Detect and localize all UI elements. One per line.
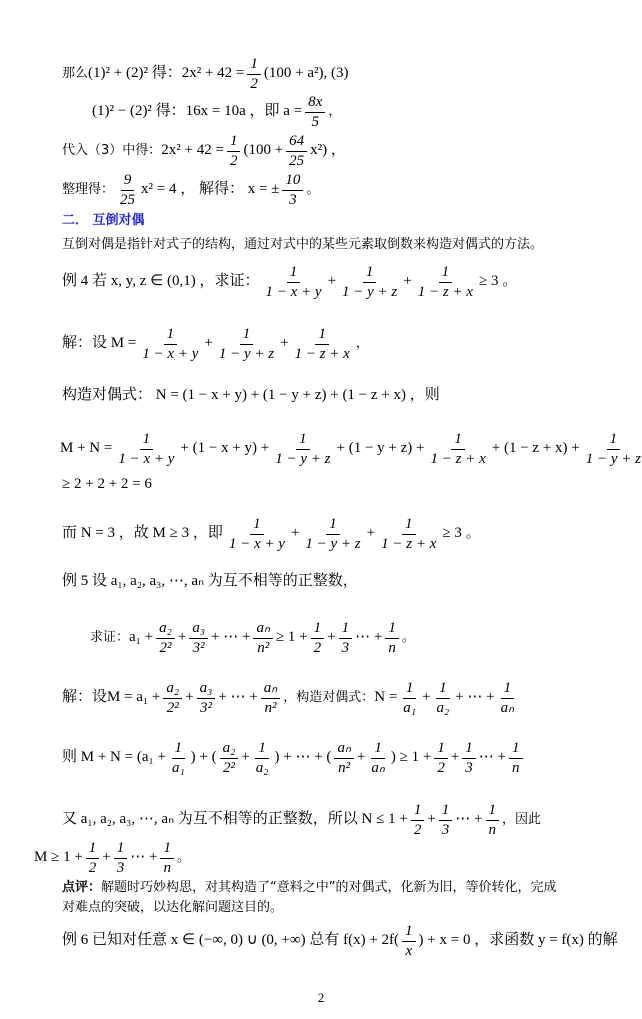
fraction-numerator: 1: [509, 740, 523, 759]
fraction: [226, 516, 288, 552]
fraction: [498, 680, 517, 716]
fraction-numerator: 1: [240, 326, 254, 345]
fraction: [139, 326, 201, 362]
fraction-denominator: 2: [250, 75, 258, 92]
fraction-numerator: 1: [296, 431, 310, 450]
fraction-denominator: n²: [257, 639, 270, 656]
fraction-denominator: n: [163, 859, 171, 876]
fraction-denominator: x: [405, 942, 413, 959]
math-expr: + (1 − x + y) +: [180, 440, 270, 457]
fraction-denominator: 1 − x + y: [118, 450, 175, 467]
heading-text: 二． 互倒对偶: [62, 213, 145, 228]
fraction-denominator: 2²: [159, 639, 172, 656]
fraction: [311, 620, 325, 656]
final-m: [34, 840, 190, 876]
fraction-denominator: n²: [264, 699, 277, 716]
fraction: [272, 431, 333, 467]
fraction: [115, 431, 177, 467]
math-expr: 解：设 M =: [62, 335, 137, 352]
fraction-numerator: 1: [172, 740, 186, 759]
text: ，: [355, 335, 369, 351]
plus-sign: +: [427, 811, 436, 828]
fraction-numerator: 1: [247, 56, 261, 75]
text: 整理得：: [62, 181, 115, 197]
fraction-denominator: a₁: [171, 759, 185, 776]
text: 。: [176, 849, 190, 865]
fraction-numerator: 1: [439, 264, 453, 283]
fraction-numerator: 1: [287, 264, 301, 283]
comment-line-1: [62, 881, 557, 896]
comment-label: 点评：: [62, 880, 102, 895]
math-expr: 而 N = 3 ，故 M ≥ 3 ，即: [62, 525, 223, 542]
math-expr: ≥ 3 。: [442, 525, 481, 542]
fraction-denominator: 1 − x + y: [228, 535, 285, 552]
fraction-denominator: 1 − y + z: [342, 283, 398, 300]
fraction-numerator: 1: [439, 802, 453, 821]
fraction-denominator: 1 − z + x: [294, 345, 350, 362]
fraction: [583, 431, 642, 467]
fraction: [253, 740, 272, 776]
plus-sign: +: [241, 749, 250, 766]
fraction-denominator: 5: [311, 113, 319, 130]
math-expr: 例 6 已知对任意 x ∈ (−∞, 0) ∪ (0, +∞) 总有 f(x) + 2f(: [62, 932, 400, 949]
section-description: [62, 238, 543, 253]
fraction-numerator: a₃: [197, 680, 216, 699]
then-m-plus-n: [62, 740, 526, 776]
fraction-numerator: 1: [436, 680, 450, 699]
fraction-denominator: 3²: [192, 639, 205, 656]
m-plus-n-result: [62, 476, 152, 493]
fraction-denominator: 3: [441, 821, 450, 838]
fraction-denominator: 3: [289, 191, 297, 208]
page-number: 2: [317, 990, 325, 1005]
fraction: [368, 740, 387, 776]
plus-sign: +: [422, 689, 431, 706]
fraction-numerator: 1: [403, 680, 417, 699]
math-expr: 解：设M = a₁ +: [62, 689, 161, 706]
math-expr: (1)² + (2)² 得：2x² + 42 =: [88, 65, 245, 82]
fraction-numerator: 1: [339, 620, 353, 639]
fraction: [415, 264, 476, 300]
fraction: [334, 740, 353, 776]
math-expr: M + N =: [60, 440, 113, 457]
plus-sign: +: [327, 273, 337, 290]
fraction-numerator: 1: [315, 326, 329, 345]
math-expr: + (1 − y + z) +: [336, 440, 425, 457]
fraction: [439, 802, 453, 838]
math-expr: (1)² − (2)² 得：16x = 10a ，即 a =: [92, 103, 303, 120]
math-expr: ⋯ +: [455, 811, 483, 828]
fraction-numerator: a₂: [163, 680, 182, 699]
fraction: [169, 740, 188, 776]
plus-sign: +: [366, 525, 376, 542]
fraction: [402, 923, 416, 959]
plus-sign: +: [327, 629, 336, 646]
plus-sign: +: [450, 749, 460, 766]
math-expr: x² = 4 ， 解得： x = ±: [141, 181, 280, 198]
text: 代入（3）中得：: [62, 142, 162, 158]
plus-sign: +: [102, 849, 111, 866]
math-expr: + ⋯ +: [218, 689, 258, 706]
prove-line: [90, 620, 415, 656]
fraction-numerator: a₂: [220, 740, 239, 759]
fraction: [282, 172, 303, 208]
fraction-numerator: aₙ: [253, 620, 272, 639]
fraction: [227, 133, 241, 169]
fraction-denominator: 1 − z + x: [381, 535, 437, 552]
again-line: [62, 802, 541, 838]
fraction-denominator: 2: [88, 859, 97, 876]
fraction-denominator: n²: [338, 759, 351, 776]
m-plus-n: [60, 431, 642, 467]
fraction-denominator: 2²: [166, 699, 179, 716]
plus-sign: +: [185, 689, 194, 706]
fraction-numerator: a₃: [189, 620, 208, 639]
plus-sign: +: [204, 335, 213, 352]
fraction-numerator: 10: [282, 172, 303, 191]
text: 。: [306, 181, 320, 197]
math-expr: 例 4 若 x, y, z ∈ (0,1) ，求证：: [62, 273, 260, 290]
fraction: [160, 840, 174, 876]
fraction-denominator: n: [488, 821, 497, 838]
fraction: [247, 56, 261, 92]
plus-sign: +: [290, 525, 300, 542]
text: 解题时巧妙构思，对其构造了“意料之中”的对偶式，化新为旧，等价转化，完成: [101, 880, 557, 895]
fraction: [339, 264, 400, 300]
fraction-numerator: 1: [250, 516, 264, 535]
fraction: [434, 740, 448, 776]
math-expr: 构造对偶式： N = (1 − x + y) + (1 − y + z) + (1 − z + x) ，则: [62, 387, 440, 403]
math-expr: (100 + a²), (3): [263, 65, 349, 82]
construct-n: [62, 387, 440, 404]
math-expr: ≥ 3 。: [479, 273, 518, 290]
fraction-numerator: 1: [363, 264, 377, 283]
math-expr: + ⋯ +: [211, 629, 251, 646]
math-expr: ) + (: [190, 749, 217, 766]
text: ，构造对偶式：: [283, 689, 375, 705]
text: 那么: [62, 65, 89, 81]
math-expr: 则 M + N = (a₁ +: [62, 749, 166, 766]
solution-5: [62, 680, 520, 716]
equation-line-3: [62, 133, 346, 169]
fraction-denominator: 3: [341, 639, 350, 656]
fraction-numerator: 1: [86, 840, 100, 859]
math-expr: ) ≥ 1 +: [390, 749, 432, 766]
fraction-denominator: n: [388, 639, 396, 656]
fraction-numerator: 1: [462, 740, 476, 759]
fraction: [220, 740, 239, 776]
fraction-numerator: 1: [402, 923, 416, 942]
math-expr: ⋯ +: [130, 849, 158, 866]
fraction: [433, 680, 452, 716]
fraction-denominator: 1 − y + z: [218, 345, 275, 362]
fraction-numerator: aₙ: [334, 740, 353, 759]
fraction-denominator: 2²: [222, 759, 235, 776]
fraction-numerator: 1: [411, 802, 425, 821]
fraction: [163, 680, 182, 716]
fraction-numerator: aₙ: [261, 680, 280, 699]
fraction: [339, 620, 353, 656]
fraction-denominator: a₁: [403, 699, 416, 716]
fraction-numerator: 1: [160, 840, 174, 859]
fraction: [286, 133, 307, 169]
fraction: [378, 516, 439, 552]
equation-line-2: [92, 94, 341, 130]
fraction-numerator: 1: [434, 740, 448, 759]
text: 。: [401, 629, 415, 645]
math-expr: (100 +: [243, 142, 284, 159]
example-4: [62, 264, 517, 300]
fraction: [509, 740, 523, 776]
fraction: [302, 516, 363, 552]
math-expr: a₁ +: [129, 629, 154, 646]
fraction-numerator: 1: [311, 620, 325, 639]
fraction-numerator: 1: [501, 680, 515, 699]
fraction-numerator: 1: [114, 840, 128, 859]
fraction: [197, 680, 216, 716]
math-expr: ) + ⋯ + (: [274, 749, 332, 766]
text: 互倒对偶是指针对式子的结构，通过对式中的某些元素取倒数来构造对偶式的方法。: [62, 237, 544, 252]
conclusion-line: [62, 516, 481, 552]
math-expr: + (1 − z + x) +: [491, 440, 580, 457]
fraction-denominator: 2: [437, 759, 445, 776]
comment-line-2: [62, 901, 283, 916]
fraction-denominator: 2: [413, 821, 422, 838]
fraction-denominator: 25: [289, 152, 305, 169]
math-expr: x²) ，: [310, 142, 346, 159]
fraction-denominator: a₂: [255, 759, 269, 776]
text: 对难点的突破，以达化解问题这目的。: [62, 900, 284, 915]
fraction-numerator: 8x: [305, 94, 325, 113]
fraction-denominator: 1 − z + x: [417, 283, 473, 300]
fraction-numerator: 1: [255, 740, 269, 759]
fraction-denominator: 3²: [199, 699, 212, 716]
fraction: [86, 840, 100, 876]
plus-sign: +: [356, 749, 366, 766]
fraction-denominator: 3: [465, 759, 473, 776]
math-expr: M ≥ 1 +: [34, 849, 83, 866]
fraction-numerator: 1: [607, 431, 621, 450]
math-expr: N =: [374, 689, 398, 706]
fraction: [292, 326, 353, 362]
fraction-denominator: 1 − x + y: [265, 283, 322, 300]
fraction-denominator: aₙ: [371, 759, 385, 776]
math-expr: ⋯ +: [478, 749, 506, 766]
fraction: [400, 680, 419, 716]
math-expr: + ⋯ +: [455, 689, 495, 706]
fraction-denominator: 1 − y + z: [305, 535, 361, 552]
math-expr: 2x² + 42 =: [161, 142, 224, 159]
fraction: [385, 620, 399, 656]
math-expr: 例 5 设 a₁, a₂, a₃, ⋯, aₙ 为互不相等的正整数，: [62, 573, 358, 589]
fraction-numerator: 64: [286, 133, 307, 152]
fraction-numerator: 1: [451, 431, 465, 450]
plus-sign: +: [177, 629, 187, 646]
fraction-numerator: 1: [326, 516, 340, 535]
example-6: [62, 923, 618, 959]
fraction-denominator: 1 − z + x: [430, 450, 486, 467]
math-expr: ≥ 2 + 2 + 2 = 6: [62, 476, 152, 492]
fraction-numerator: 1: [385, 620, 399, 639]
fraction: [263, 264, 325, 300]
fraction-numerator: 1: [402, 516, 416, 535]
fraction-numerator: 1: [486, 802, 500, 821]
fraction-numerator: 9: [121, 172, 135, 191]
fraction: [427, 431, 488, 467]
text: ，: [328, 103, 342, 119]
equation-line-4: [62, 172, 319, 208]
equation-line-1: [62, 56, 348, 92]
section-heading: [62, 214, 145, 229]
text: ，因此: [502, 811, 542, 827]
fraction-denominator: aₙ: [500, 699, 515, 716]
fraction: [462, 740, 476, 776]
fraction-denominator: 1 − y + z: [275, 450, 331, 467]
fraction-denominator: n: [512, 759, 520, 776]
fraction-numerator: a₂: [156, 620, 175, 639]
fraction: [411, 802, 425, 838]
solution-define-m: [62, 326, 369, 362]
fraction-numerator: 1: [227, 133, 241, 152]
text: 求证：: [90, 629, 130, 645]
fraction: [261, 680, 280, 716]
fraction: [253, 620, 272, 656]
fraction: [156, 620, 175, 656]
plus-sign: +: [280, 335, 289, 352]
fraction-denominator: 1 − x + y: [142, 345, 199, 362]
fraction-numerator: 1: [371, 740, 385, 759]
fraction: [189, 620, 208, 656]
fraction: [117, 172, 138, 208]
fraction-denominator: 3: [116, 859, 125, 876]
fraction-numerator: 1: [140, 431, 154, 450]
fraction-denominator: a₂: [436, 699, 450, 716]
fraction-denominator: 2: [313, 639, 322, 656]
fraction-numerator: 1: [164, 326, 178, 345]
math-expr: ) + x = 0 ，求函数 y = f(x) 的解: [418, 932, 618, 949]
fraction: [305, 94, 325, 130]
fraction: [486, 802, 500, 838]
fraction-denominator: 1 − y + z: [585, 450, 641, 467]
math-expr: 又 a₁, a₂, a₃, ⋯, aₙ 为互不相等的正整数，所以 N ≤ 1 +: [62, 811, 408, 828]
fraction: [114, 840, 128, 876]
plus-sign: +: [403, 273, 412, 290]
fraction: [216, 326, 277, 362]
fraction-denominator: 2: [229, 152, 238, 169]
example-5: [62, 573, 358, 590]
fraction-denominator: 25: [120, 191, 136, 208]
math-expr: ⋯ +: [355, 629, 383, 646]
math-expr: ≥ 1 +: [275, 629, 308, 646]
